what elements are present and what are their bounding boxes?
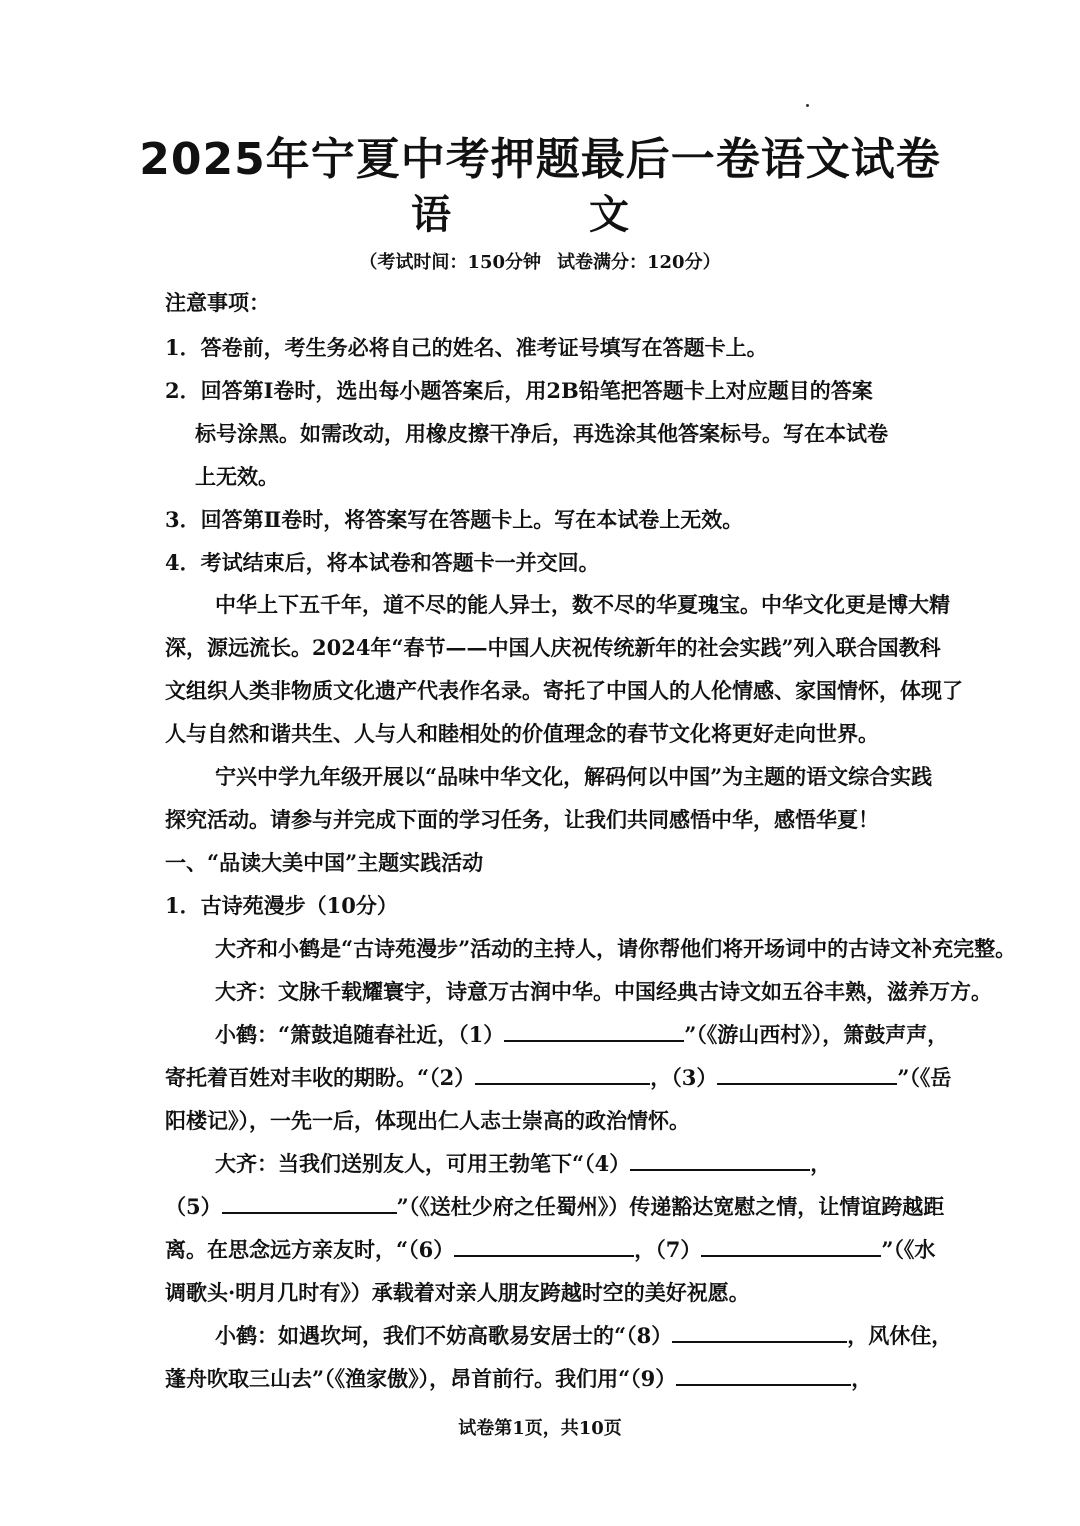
intro-paragraph-2-line-2: 探究活动。请参与并完成下面的学习任务，让我们共同感悟中华，感悟华夏！ [165, 807, 879, 832]
text-segment: ， [851, 1366, 873, 1391]
text-segment: ， [810, 1151, 832, 1176]
xiaohe-line-5 [165, 1364, 935, 1394]
xiaohe-line-2 [165, 1063, 952, 1093]
full-score: 试卷满分：120分） [557, 252, 721, 273]
notice-item-2-line-3: 上无效。 [195, 464, 279, 489]
intro-paragraph-1-line-2: 深，源远流长。2024年“春节——中国人庆祝传统新年的社会实践”列入联合国教科 [165, 635, 941, 660]
exam-title: 2025年宁夏中考押题最后一卷语文试卷 [139, 134, 941, 185]
answer-blank-4[interactable] [630, 1149, 810, 1171]
notice-item-1: 1．答卷前，考生务必将自己的姓名、准考证号填写在答题卡上。 [165, 335, 768, 360]
text-segment: ，（3） [650, 1065, 718, 1090]
intro-paragraph-1-line-1: 中华上下五千年，道不尽的能人异士，数不尽的华夏瑰宝。中华文化更是博大精 [215, 592, 950, 617]
notice-item-2-line-1: 2．回答第Ⅰ卷时，选出每小题答案后，用2B铅笔把答题卡上对应题目的答案 [165, 378, 873, 403]
text-segment: 小鹤：“箫鼓追随春社近，（1） [215, 1022, 505, 1047]
xiaohe-line-1 [215, 1020, 985, 1050]
daqi-line-4 [165, 1235, 935, 1265]
answer-blank-9[interactable] [676, 1364, 851, 1386]
text-segment: ，（7） [634, 1237, 702, 1262]
text-segment: ”（《岳 [897, 1065, 952, 1090]
text-segment: ，风休住， [847, 1323, 953, 1348]
answer-blank-7[interactable] [701, 1235, 881, 1257]
xiaohe-line-3: 阳楼记》），一先一后，体现出仁人志士崇高的政治情怀。 [165, 1108, 690, 1133]
intro-paragraph-2-line-1: 宁兴中学九年级开展以“品味中华文化，解码何以中国”为主题的语文综合实践 [215, 764, 933, 789]
answer-blank-8[interactable] [672, 1321, 847, 1343]
text-segment: ”（《水 [881, 1237, 936, 1262]
section-1-heading: 一、“品读大美中国”主题实践活动 [165, 850, 484, 875]
notice-heading: 注意事项： [165, 290, 270, 315]
text-segment: 离。在思念远方亲友时，“（6） [165, 1237, 455, 1262]
exam-time: （考试时间：150分钟 [359, 252, 541, 273]
xiaohe-line-4 [215, 1321, 985, 1351]
text-segment: 小鹤：如遇坎坷，我们不妨高歌易安居士的“（8） [215, 1323, 673, 1348]
daqi-line-5: 调歌头·明月几时有》）承载着对亲人朋友跨越时空的美好祝愿。 [165, 1280, 750, 1305]
scan-speck [806, 104, 809, 107]
question-1-title: 1．古诗苑漫步（10分） [165, 893, 398, 918]
answer-blank-2[interactable] [475, 1063, 650, 1085]
page-footer: 试卷第1页，共10页 [458, 1418, 622, 1439]
text-segment: 大齐：当我们送别友人，可用王勃笔下“（4） [215, 1151, 631, 1176]
text-segment: 蓬舟吹取三山去”（《渔家傲》），昂首前行。我们用“（9） [165, 1366, 677, 1391]
notice-item-3: 3．回答第Ⅱ卷时，将答案写在答题卡上。写在本试卷上无效。 [165, 507, 744, 532]
subject-heading: 语 文 [411, 192, 669, 238]
text-segment: （5） [165, 1194, 222, 1219]
intro-paragraph-1-line-3: 文组织人类非物质文化遗产代表作名录。寄托了中国人的人伦情感、家国情怀，体现了 [165, 678, 963, 703]
answer-blank-5[interactable] [222, 1192, 397, 1214]
text-segment: 寄托着百姓对丰收的期盼。“（2） [165, 1065, 476, 1090]
notice-item-2-line-2: 标号涂黑。如需改动，用橡皮擦干净后，再选涂其他答案标号。写在本试卷 [195, 421, 888, 446]
exam-info [0, 250, 1080, 276]
daqi-line-1: 大齐：文脉千载耀寰宇，诗意万古润中华。中国经典古诗文如五谷丰熟，滋养万方。 [215, 979, 992, 1004]
notice-item-4: 4．考试结束后，将本试卷和答题卡一并交回。 [165, 550, 600, 575]
answer-blank-6[interactable] [454, 1235, 634, 1257]
answer-blank-3[interactable] [717, 1063, 897, 1085]
text-segment: ”（《游山西村》），箫鼓声声， [684, 1022, 949, 1047]
daqi-line-3 [165, 1192, 945, 1222]
question-1-intro: 大齐和小鹤是“古诗苑漫步”活动的主持人，请你帮他们将开场词中的古诗文补充完整。 [215, 936, 1017, 961]
intro-paragraph-1-line-4: 人与自然和谐共生、人与人和睦相处的价值理念的春节文化将更好走向世界。 [165, 721, 879, 746]
answer-blank-1[interactable] [504, 1020, 684, 1042]
daqi-line-2 [215, 1149, 985, 1179]
text-segment: ”（《送杜少府之任蜀州》）传递豁达宽慰之情，让情谊跨越距 [396, 1194, 945, 1219]
